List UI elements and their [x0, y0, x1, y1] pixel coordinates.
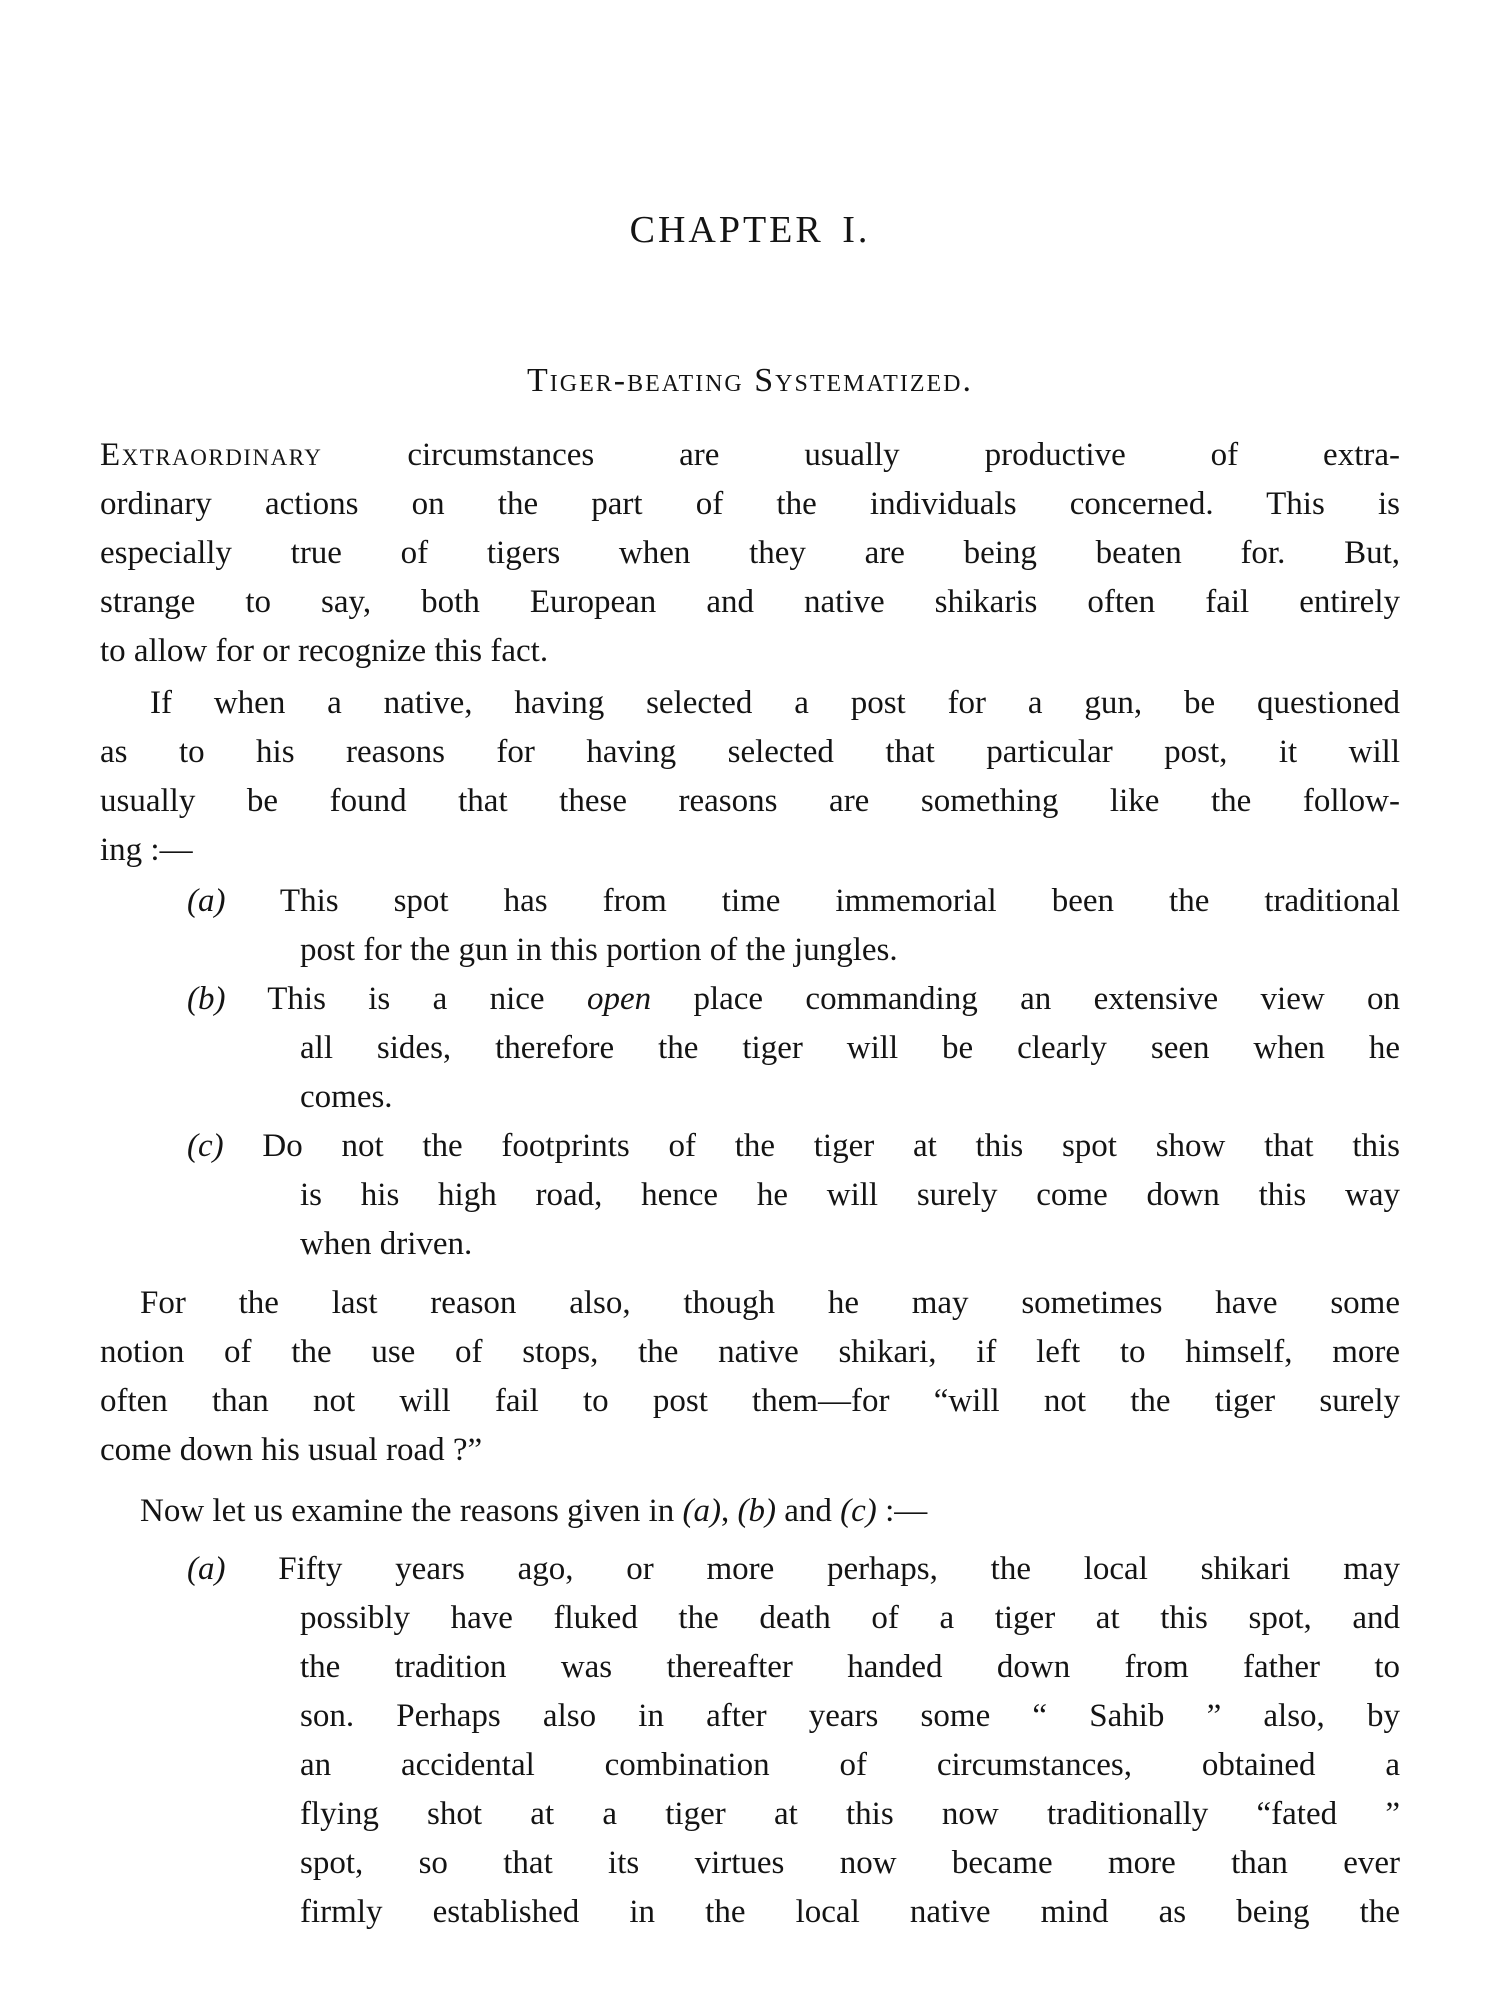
- paragraph-line: often than not will fail to post them—for “will not the tiger surely: [100, 1383, 1400, 1419]
- paragraph-line: ordinary actions on the part of the individuals concerned. This is: [100, 486, 1400, 522]
- paragraph-line: notion of the use of stops, the native shikari, if left to himself, more: [100, 1334, 1400, 1370]
- lead-word: Extraordinary: [100, 437, 323, 473]
- list-label: (b): [187, 981, 226, 1017]
- list-line: son. Perhaps also in after years some “ Sahib ” also, by: [300, 1698, 1400, 1734]
- paragraph-line: [140, 1486, 1400, 1536]
- section-title: Tiger-beating Systematized.: [527, 362, 973, 399]
- paragraph-line: usually be found that these reasons are something like the follow-: [100, 783, 1400, 819]
- list-line: firmly established in the local native mind as being the: [300, 1894, 1400, 1930]
- line-text: Fifty years ago, or more perhaps, the local shikari may: [278, 1551, 1401, 1587]
- line-text: This is a nice: [267, 981, 545, 1017]
- list-line: is his high road, hence he will surely come down this way: [300, 1177, 1400, 1213]
- reference: (a): [682, 1493, 722, 1529]
- paragraph-line: come down his usual road ?”: [100, 1432, 483, 1468]
- list-label: (c): [187, 1128, 224, 1164]
- paragraph-line: as to his reasons for having selected that particular post, it will: [100, 734, 1400, 770]
- list-line: the tradition was thereafter handed down from father to: [300, 1649, 1400, 1685]
- line-text: :—: [885, 1493, 928, 1529]
- paragraph-line: [100, 430, 1400, 480]
- list-item-a: [187, 1544, 1400, 1594]
- list-line: spot, so that its virtues now became more than ever: [300, 1845, 1400, 1881]
- line-text: This spot has from time immemorial been the traditional: [279, 883, 1400, 919]
- line-text: Do not the footprints of the tiger at this spot show that this: [262, 1128, 1401, 1164]
- chapter-heading: CHAPTER I.: [629, 209, 871, 251]
- paragraph-line: For the last reason also, though he may sometimes have some: [140, 1285, 1400, 1321]
- list-line: flying shot at a tiger at this now traditionally “fated ”: [300, 1796, 1400, 1832]
- list-line: post for the gun in this portion of the jungles.: [300, 932, 898, 968]
- line-text: and: [784, 1493, 832, 1529]
- list-item-a: [187, 876, 1400, 926]
- list-item-b: [187, 974, 1400, 1024]
- paragraph-line: strange to say, both European and native shikaris often fail entirely: [100, 584, 1400, 620]
- list-line: comes.: [300, 1079, 393, 1115]
- separator: ,: [721, 1493, 730, 1529]
- paragraph-line: If when a native, having selected a post for a gun, be questioned: [150, 685, 1400, 721]
- reference: (c): [840, 1493, 877, 1529]
- list-label: (a): [187, 883, 226, 919]
- line-text: place commanding an extensive view on: [693, 981, 1401, 1017]
- paragraph-line: especially true of tigers when they are being beaten for. But,: [100, 535, 1400, 571]
- emphasis: open: [586, 981, 652, 1017]
- paragraph-line: to allow for or recognize this fact.: [100, 633, 549, 669]
- reference: (b): [737, 1493, 777, 1529]
- list-item-c: [187, 1121, 1400, 1171]
- list-line: when driven.: [300, 1226, 473, 1262]
- paragraph-line: ing :—: [100, 832, 193, 868]
- list-line: possibly have fluked the death of a tiger at this spot, and: [300, 1600, 1400, 1636]
- list-line: an accidental combination of circumstances, obtained a: [300, 1747, 1400, 1783]
- list-label: (a): [187, 1551, 226, 1587]
- list-line: all sides, therefore the tiger will be clearly seen when he: [300, 1030, 1400, 1066]
- line-text: circumstances are usually productive of extra-: [407, 437, 1400, 473]
- line-text: Now let us examine the reasons given in: [140, 1493, 675, 1529]
